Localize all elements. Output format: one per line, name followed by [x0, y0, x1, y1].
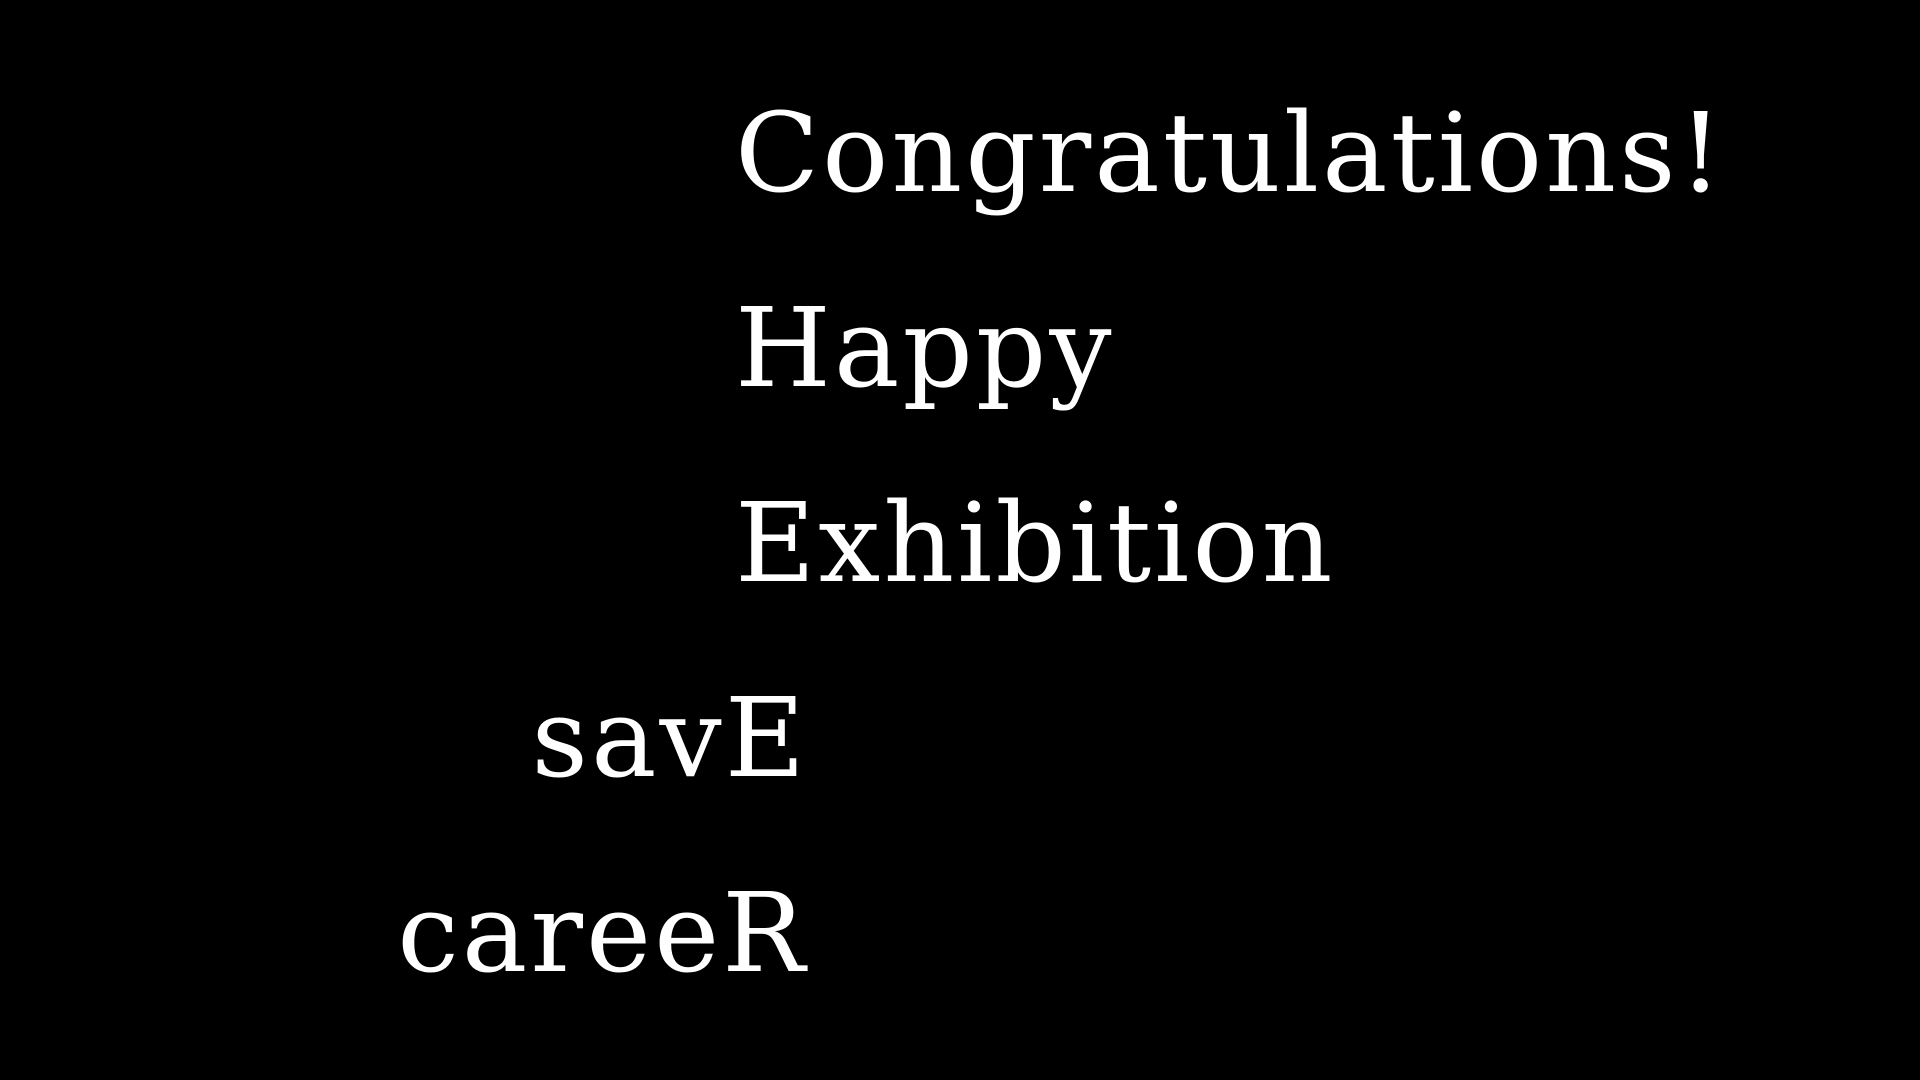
word-career: careeR	[397, 869, 808, 997]
word-exhibition: Exhibition	[735, 479, 1336, 607]
word-happy: Happy	[735, 284, 1115, 412]
word-save: savE	[531, 674, 808, 802]
word-congratulations: Congratulations!	[735, 89, 1726, 217]
